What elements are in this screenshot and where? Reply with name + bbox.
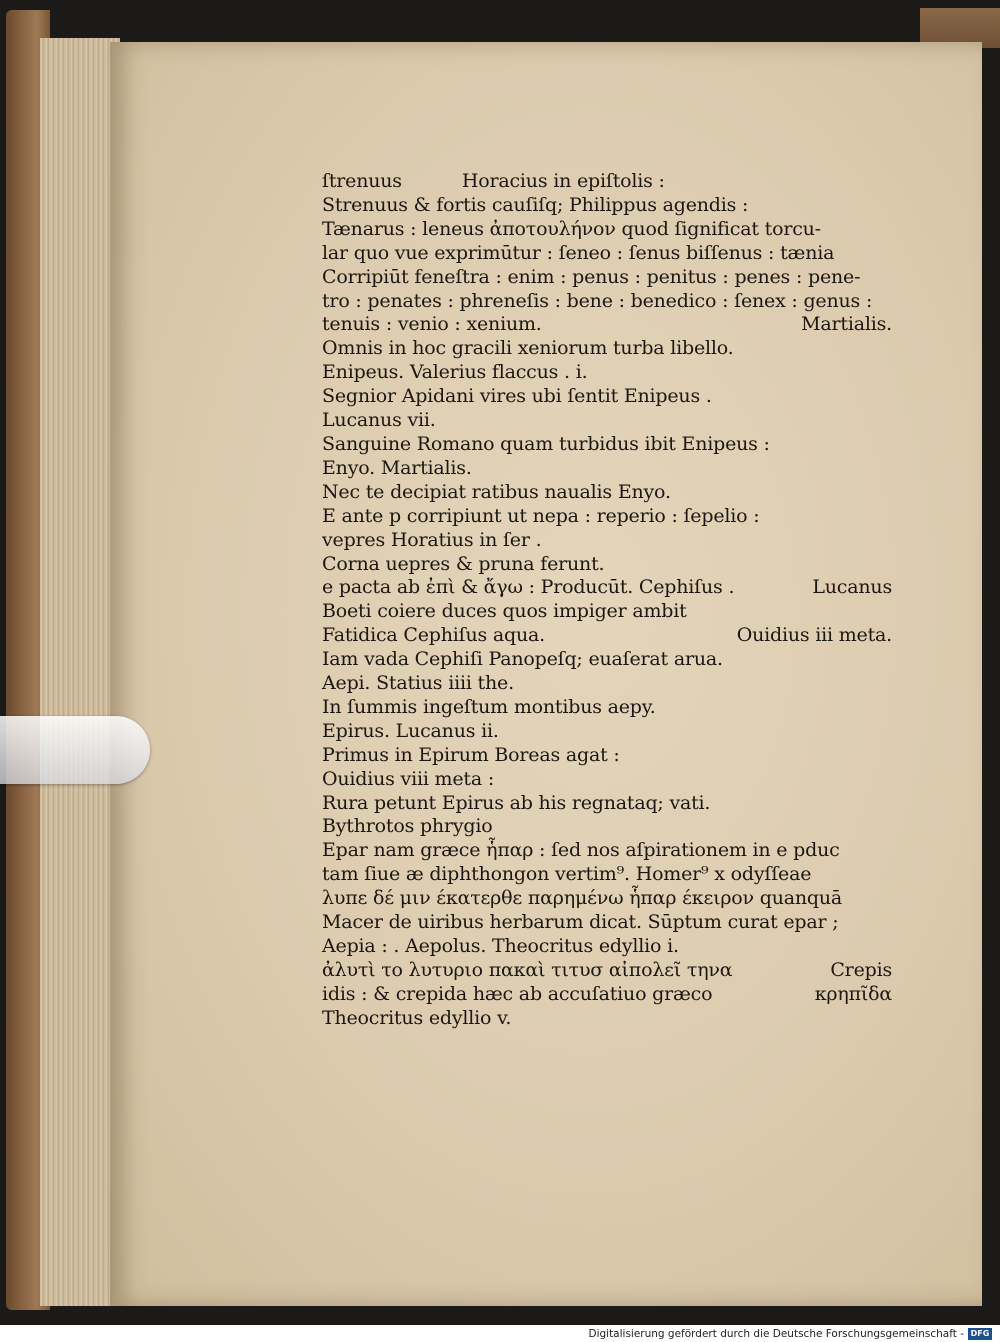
text-line (322, 361, 892, 385)
text-line (322, 409, 892, 433)
text-line-main: Sanguine Romano quam turbidus ibit Enipeus : (322, 432, 770, 455)
text-line-main: Fatidica Cephiſus aqua. (322, 624, 545, 647)
text-line (322, 266, 892, 290)
text-line-main: idis : & crepida hæc ab accuſatiuo græco (322, 982, 713, 1005)
text-line (322, 887, 892, 911)
text-line (322, 815, 892, 839)
text-line (322, 242, 892, 266)
text-line-main: Ouidius viii meta : (322, 767, 495, 790)
text-line-tail: Lucanus (812, 576, 892, 599)
text-line-main: Enipeus. Valerius flaccus . i. (322, 361, 588, 384)
text-line-main: Epar nam græce ἧπαρ : ſed nos aſpirationem in e pduc (322, 839, 840, 862)
text-line-main: ſtrenuus (322, 170, 402, 192)
text-line (322, 600, 892, 624)
text-line-main: Epirus. Lucanus ii. (322, 719, 499, 742)
text-line-main: ἀλυτὶ το λυτυριο πακαὶ τιτυσ αἰπολεῖ τηνα (322, 958, 733, 981)
text-line (322, 457, 892, 481)
text-line (322, 624, 892, 648)
text-line-main: Aepia : . Aepolus. Theocritus edyllio i. (322, 935, 679, 957)
text-line-main: Aepi. Statius iiii the. (322, 672, 514, 695)
text-line (322, 194, 892, 218)
text-line-main: tenuis : venio : xenium. (322, 313, 542, 336)
text-line (322, 863, 892, 887)
text-line-main: E ante p corripiunt ut nepa : reperio : ſepelio : (322, 504, 760, 527)
text-line-main: Boeti coiere duces quos impiger ambit (322, 600, 687, 623)
text-line (322, 481, 892, 505)
text-line-main: lar quo vue exprimūtur : ſeneo : ſenus biſſenus : tænia (322, 241, 835, 264)
text-line (322, 672, 892, 696)
text-line-main: Enyo. Martialis. (322, 456, 472, 479)
text-line (322, 218, 892, 242)
page-holder-tab (0, 716, 150, 784)
text-line (322, 337, 892, 361)
text-line (322, 839, 892, 863)
text-line (322, 385, 892, 409)
text-line-main: Segnior Apidani vires ubi ſentit Enipeus . (322, 385, 712, 408)
text-line-main: Corna uepres & pruna ferunt. (322, 552, 605, 575)
text-line-main: Primus in Epirum Boreas agat : (322, 743, 620, 766)
text-line (322, 935, 892, 959)
text-line-main: Macer de uiribus herbarum dicat. Sūptum curat epar ; (322, 911, 839, 934)
text-line-tail: Martialis. (801, 313, 892, 336)
text-line-main: Rura petunt Epirus ab his regnataq; vati. (322, 791, 711, 814)
text-line (322, 505, 892, 529)
text-line-tail: Ouidius iii meta. (736, 624, 892, 647)
text-line (322, 1007, 892, 1031)
text-block (322, 170, 892, 1031)
text-line (322, 696, 892, 720)
text-line-tail: Crepis (830, 958, 892, 981)
text-line-main: Corripiūt feneſtra : enim : penus : penitus : penes : pene- (322, 265, 861, 288)
text-line (322, 768, 892, 792)
text-line (322, 529, 892, 553)
text-line-main: Theocritus edyllio v. (322, 1006, 512, 1029)
text-line-main: Iam vada Cephiſi Panopeſq; euaſerat arua. (322, 648, 723, 671)
text-line (322, 576, 892, 600)
text-line (322, 648, 892, 672)
text-line (322, 290, 892, 314)
text-line-main: tro : penates : phreneſis : bene : benedico : ſenex : genus : (322, 289, 873, 312)
text-line-main: Bythrotos phrygio (322, 815, 493, 838)
text-line-main: e pacta ab ἐπὶ & ἄγω : Producūt. Cephiſus . (322, 576, 735, 599)
text-line-main: Lucanus vii. (322, 409, 436, 432)
text-line (322, 720, 892, 744)
text-line (322, 744, 892, 768)
text-line-mid: Horacius in epiſtolis : (461, 170, 665, 192)
text-line-main: Strenuus & fortis cauſiſq; Philippus agendis : (322, 193, 749, 216)
footer-text: Digitalisierung gefördert durch die Deutsche Forschungsgemeinschaft - (588, 1328, 964, 1340)
text-line (322, 553, 892, 577)
page-edges (40, 38, 120, 1306)
footer-credit (588, 1326, 992, 1342)
text-line-main: In ſummis ingeſtum montibus aepy. (322, 695, 656, 718)
text-line (322, 433, 892, 457)
text-line (322, 959, 892, 983)
text-line-main: tam ſiue æ diphthongon vertim⁹. Homer⁹ x odyſſeae (322, 863, 812, 886)
text-line (322, 792, 892, 816)
text-line (322, 911, 892, 935)
text-line (322, 313, 892, 337)
text-line-main: vepres Horatius in ſer . (322, 528, 542, 551)
text-line-main: Omnis in hoc gracili xeniorum turba libello. (322, 337, 734, 360)
dfg-logo-icon: DFG (968, 1328, 992, 1340)
text-line-main: Nec te decipiat ratibus naualis Enyo. (322, 480, 671, 503)
text-line-main: λυπε δέ μιν έκατερθε παρημένω ἧπαρ έκειρον quanquā (322, 887, 843, 910)
text-line-tail: κρηπῖδα (814, 982, 892, 1005)
text-line (322, 170, 892, 194)
text-line-main: Tænarus : leneus ἀποτουλήνον quod ſignificat torcu- (322, 217, 821, 240)
text-line (322, 983, 892, 1007)
